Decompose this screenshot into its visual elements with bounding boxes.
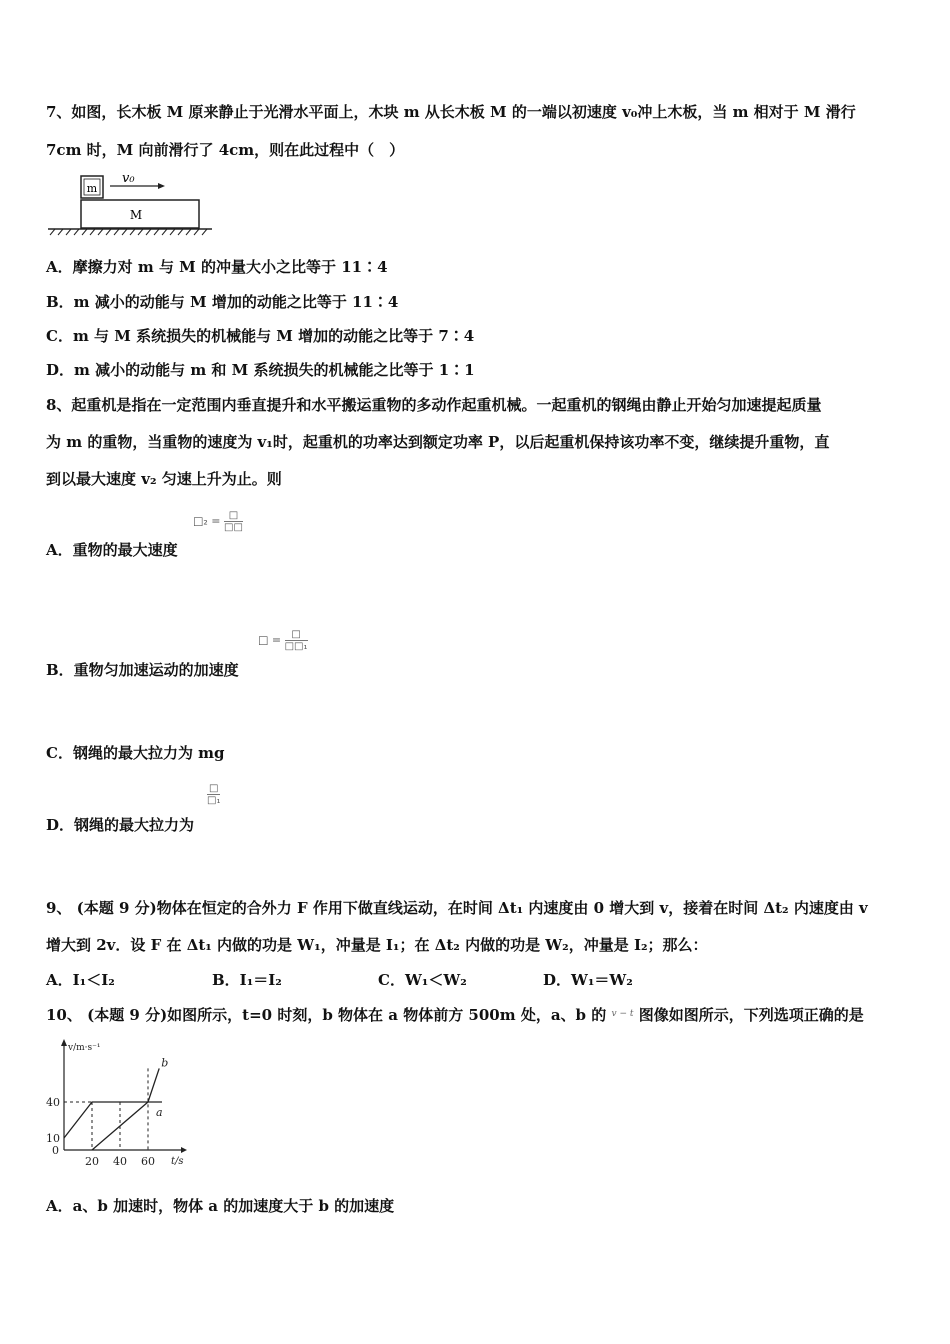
series-line-b	[92, 1068, 159, 1150]
y-tick-label: 10	[46, 1132, 60, 1145]
q10-stem-part2: 图像如图所示，下列选项正确的是	[638, 1006, 864, 1024]
q8-option-c: C．钢绳的最大拉力为 mg	[46, 744, 225, 762]
q9-option-a: A．I₁＜I₂	[46, 971, 115, 989]
q7-option-c: C．m 与 M 系统损失的机械能与 M 增加的动能之比等于 7∶4	[46, 327, 475, 345]
q8-formula-d-den: □₁	[207, 795, 221, 806]
q9-option-c: C．W₁＜W₂	[378, 971, 467, 989]
board-M-label: M	[129, 208, 143, 222]
origin-label: 0	[52, 1144, 59, 1157]
x-tick-label: 40	[113, 1155, 127, 1168]
q10-option-a: A．a、b 加速时，物体 a 的加速度大于 b 的加速度	[46, 1197, 395, 1215]
q8-option-a: A．重物的最大速度	[46, 541, 178, 559]
q10-stem-part1: 10、 (本题 9 分)如图所示，t=0 时刻，b 物体在 a 物体前方 500m 处，a、b 的	[46, 1006, 607, 1024]
q10-stem-graph-label: v − t	[611, 1009, 634, 1019]
x-axis-label: t/s	[171, 1156, 184, 1167]
series-label-b: b	[161, 1056, 169, 1070]
y-tick-label: 40	[46, 1096, 60, 1109]
q8-formula-a-lhs: □₂ =	[193, 514, 221, 528]
x-axis-arrow	[181, 1147, 187, 1153]
q10-stem	[46, 1004, 864, 1025]
q7-figure	[46, 168, 216, 238]
q8-formula-b-den: □□₁	[284, 641, 308, 652]
velocity-label: v₀	[122, 171, 135, 186]
q7-option-a: A．摩擦力对 m 与 M 的冲量大小之比等于 11∶4	[46, 258, 388, 276]
block-m-label: m	[86, 182, 98, 195]
q8-formula-a-num: □	[224, 510, 243, 522]
q8-stem-line2: 为 m 的重物，当重物的速度为 v₁时，起重机的功率达到额定功率 P，以后起重机保持该功率不变，继续提升重物，直	[46, 433, 830, 451]
q9-stem-line2: 增大到 2v．设 F 在 Δt₁ 内做的功是 W₁，冲量是 I₁；在 Δt₂ 内做的功是 W₂，冲量是 I₂；那么：	[46, 936, 708, 954]
q8-stem-line1: 8、起重机是指在一定范围内垂直提升和水平搬运重物的多动作起重机械。一起重机的钢绳由静止开始匀加速提起质量	[46, 396, 822, 414]
x-tick-label: 60	[141, 1155, 155, 1168]
q10-vt-chart	[44, 1036, 194, 1168]
q7-stem-line2: 7cm 时，M 向前滑行了 4cm，则在此过程中（ ）	[46, 141, 405, 159]
q8-formula-b-num: □	[285, 629, 308, 641]
q9-option-d: D．W₁＝W₂	[543, 971, 633, 989]
q7-option-b: B．m 减小的动能与 M 增加的动能之比等于 11∶4	[46, 293, 399, 311]
q8-formula-d-num: □	[207, 783, 220, 795]
x-tick-label: 20	[85, 1155, 99, 1168]
q8-option-b: B．重物匀加速运动的加速度	[46, 661, 239, 679]
q8-formula-d	[207, 783, 220, 806]
q7-option-d: D．m 减小的动能与 m 和 M 系统损失的机械能之比等于 1∶1	[46, 361, 475, 379]
q7-stem-line1: 7、如图，长木板 M 原来静止于光滑水平面上，木块 m 从长木板 M 的一端以初速度 v₀冲上木板，当 m 相对于 M 滑行	[46, 103, 856, 121]
q8-formula-b	[258, 629, 308, 652]
q9-stem-line1: 9、 (本题 9 分)物体在恒定的合外力 F 作用下做直线运动，在时间 Δt₁ 内速度由 0 增大到 v，接着在时间 Δt₂ 内速度由 v	[46, 899, 868, 917]
q8-formula-a	[193, 510, 243, 533]
q8-stem-line3: 到以最大速度 v₂ 匀速上升为止。则	[46, 470, 282, 488]
y-axis-label: v/m·s⁻¹	[68, 1043, 101, 1053]
q8-formula-b-lhs: □ =	[258, 633, 282, 647]
q9-option-b: B．I₁＝I₂	[212, 971, 282, 989]
q8-option-d: D．钢绳的最大拉力为	[46, 816, 195, 834]
y-axis-arrow	[61, 1039, 67, 1046]
ground-hatching	[50, 229, 207, 235]
series-label-a: a	[156, 1106, 163, 1119]
q8-formula-a-den: □□	[224, 522, 243, 533]
